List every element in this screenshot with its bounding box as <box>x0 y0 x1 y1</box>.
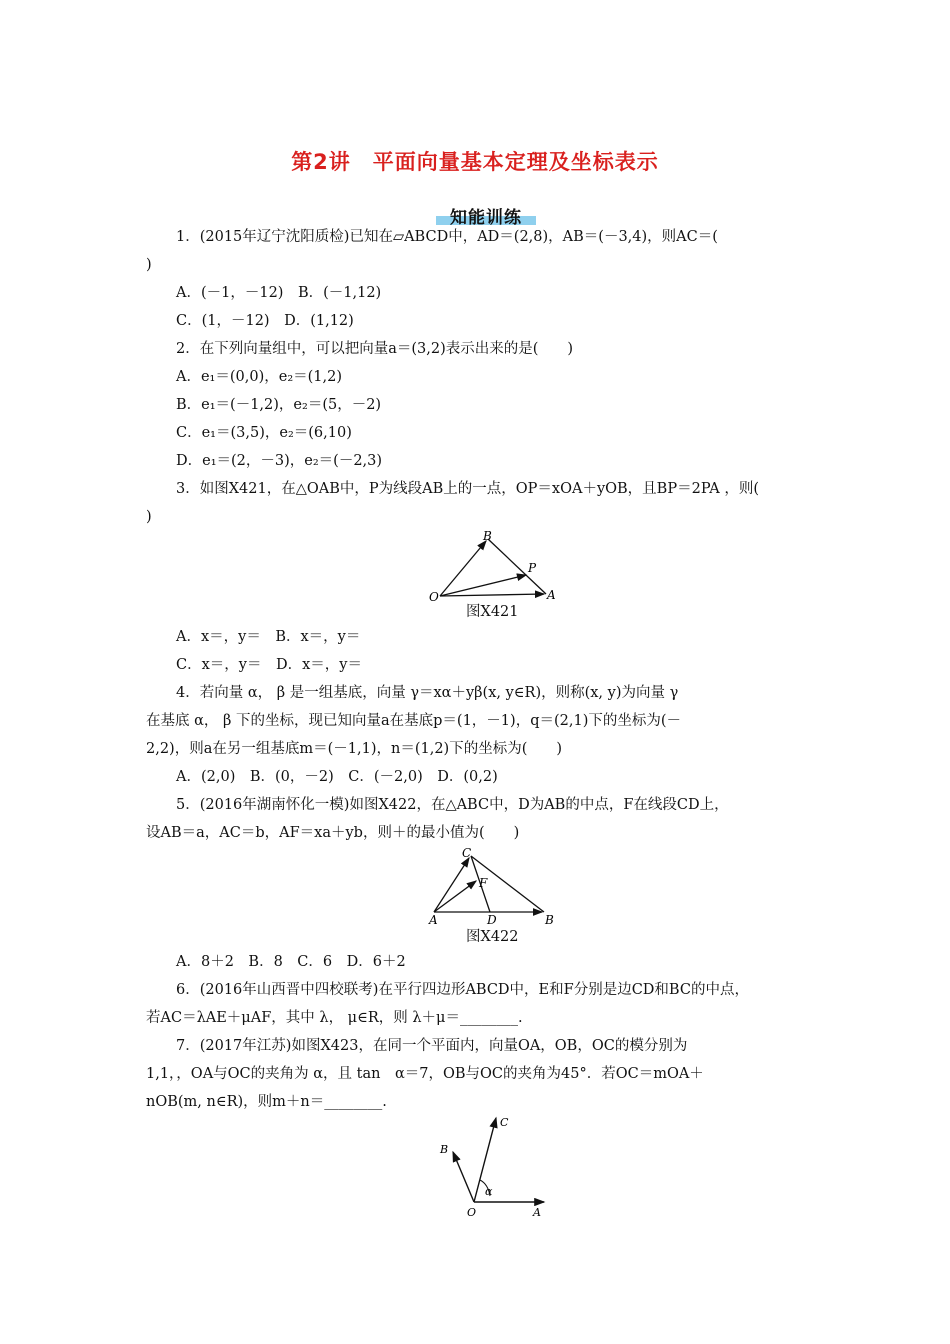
badge-label: 知能训练 <box>450 208 522 228</box>
q1-stem-cont: ) <box>146 257 152 273</box>
q6-stem: 6．(2016年山西晋中四校联考)在平行四边形ABCD中，E和F分别是边CD和BC的中点， <box>176 982 749 998</box>
section-badge <box>436 203 536 228</box>
label-a: A <box>429 913 438 926</box>
q2-option-d: D．e₁＝(2，－3)，e₂＝(－2,3) <box>176 453 383 469</box>
label-a: A <box>547 588 556 602</box>
q1-options-cd: C．(1，－12) D．(1,12) <box>176 313 354 329</box>
q2-option-c: C．e₁＝(3,5)，e₂＝(6,10) <box>176 425 352 441</box>
label-f: F <box>479 876 488 890</box>
q4-stem-cont1: 在基底 α， β 下的坐标，现已知向量a在基底p＝(1，－1)，q＝(2,1)下的坐标为(－ <box>146 713 682 729</box>
q2-option-b: B．e₁＝(－1,2)，e₂＝(5，－2) <box>176 397 382 413</box>
page-title: 第2讲 平面向量基本定理及坐标表示 <box>291 150 659 174</box>
vector-op <box>440 575 526 596</box>
vector-ob <box>440 541 486 596</box>
label-a: A <box>533 1206 541 1219</box>
label-alpha: α <box>485 1185 493 1198</box>
q2-stem: 2．在下列向量组中，可以把向量a＝(3,2)表示出来的是( ) <box>176 341 574 357</box>
vector-af <box>434 881 476 912</box>
label-c: C <box>462 846 472 860</box>
q5-stem-cont: 设AB＝a，AC＝b，AF＝xa＋yb，则＋的最小值为( ) <box>146 825 520 841</box>
q7-stem-cont2: nOB(m, n∈R)，则m＋n＝________. <box>146 1094 387 1110</box>
label-b: B <box>440 1143 449 1156</box>
figure-x421 <box>420 528 560 606</box>
q7-stem-cont1: 1,1，，OA与OC的夹角为 α，且 tan α＝7，OB与OC的夹角为45°．若OC＝mOA＋ <box>146 1066 704 1082</box>
figure-x422-caption: 图X422 <box>466 929 519 945</box>
vector-ac <box>434 858 469 912</box>
q4-stem-cont2: 2,2)，则a在另一组基底m＝(－1,1)，n＝(1,2)下的坐标为( ) <box>146 741 563 757</box>
q4-stem: 4．若向量 α， β 是一组基底，向量 γ＝xα＋yβ(x, y∈R)，则称(x, y)为向量 γ <box>176 685 679 701</box>
figure-x421-caption: 图X421 <box>466 604 519 620</box>
q1-stem: 1．(2015年辽宁沈阳质检)已知在▱ABCD中，AD＝(2,8)，AB＝(－3,4)，则AC＝( <box>176 229 718 245</box>
label-b: B <box>545 913 554 926</box>
vector-ob <box>453 1152 474 1202</box>
figure-x423 <box>432 1112 552 1222</box>
q3-options-ab: A．x＝，y＝ B．x＝，y＝ <box>176 629 361 645</box>
label-b: B <box>483 529 492 543</box>
label-p: P <box>528 561 537 575</box>
label-d: D <box>487 913 497 926</box>
q5-stem: 5．(2016年湖南怀化一模)如图X422，在△ABC中，D为AB的中点，F在线段CD上， <box>176 797 729 813</box>
figure-x422 <box>424 846 564 926</box>
q4-options: A．(2,0) B．(0，－2) C．(－2,0) D．(0,2) <box>176 769 498 785</box>
q2-option-a: A．e₁＝(0,0)，e₂＝(1,2) <box>176 369 343 385</box>
label-o: O <box>429 590 439 604</box>
vector-oa <box>440 594 544 596</box>
q3-options-cd: C．x＝，y＝ D．x＝，y＝ <box>176 657 362 673</box>
q5-options: A．8＋2 B．8 C．6 D．6＋2 <box>176 954 406 970</box>
q3-stem: 3．如图X421，在△OAB中，P为线段AB上的一点，OP＝xOA＋yOB，且BP＝2PA ，则( <box>176 481 759 497</box>
segment-ab <box>488 539 546 594</box>
label-o: O <box>467 1206 477 1219</box>
q6-stem-cont: 若AC＝λAE＋μAF，其中 λ， μ∈R，则 λ＋μ＝________. <box>146 1010 523 1026</box>
label-c: C <box>500 1116 509 1129</box>
q7-stem: 7．(2017年江苏)如图X423，在同一个平面内，向量OA，OB，OC的模分别为 <box>176 1038 688 1054</box>
q1-options-ab: A．(－1，－12) B．(－1,12) <box>176 285 382 301</box>
q3-stem-cont: ) <box>146 509 152 525</box>
